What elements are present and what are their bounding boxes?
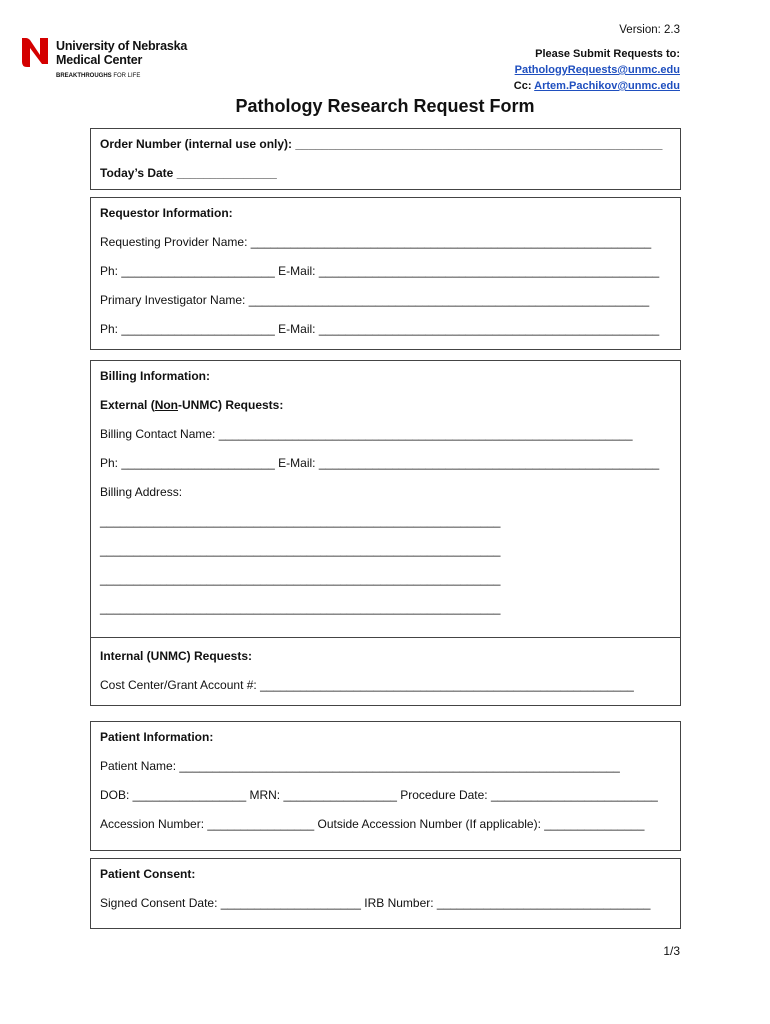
consent-heading: Patient Consent: (100, 867, 196, 881)
external-requests-heading: External (Non-UNMC) Requests: (100, 398, 284, 412)
billing-phone-email-field[interactable]: Ph: _______________________ E-Mail: ___________________________________________________ (100, 456, 660, 470)
billing-address-line[interactable]: ____________________________________________________________ (100, 601, 501, 615)
todays-date-field[interactable]: Today’s Date _______________ (100, 166, 277, 180)
internal-requests-heading: Internal (UNMC) Requests: (100, 649, 253, 663)
cost-center-field[interactable]: Cost Center/Grant Account #: ________________________________________________________ (100, 678, 634, 692)
accession-number-field[interactable]: Accession Number: ________________ Outside Accession Number (If applicable): _______________ (100, 817, 645, 831)
requesting-provider-field[interactable]: Requesting Provider Name: ____________________________________________________________ (100, 235, 652, 249)
billing-contact-field[interactable]: Billing Contact Name: ______________________________________________________________ (100, 427, 633, 441)
order-number-field[interactable]: Order Number (internal use only): _______________________________________________________ (100, 137, 663, 151)
provider-phone-email-field[interactable]: Ph: _______________________ E-Mail: ___________________________________________________ (100, 264, 660, 278)
submit-email-link[interactable]: PathologyRequests@unmc.edu (514, 64, 680, 76)
org-name-line2: Medical Center (56, 53, 143, 67)
submit-label: Please Submit Requests to: (535, 48, 680, 60)
primary-investigator-field[interactable]: Primary Investigator Name: ____________________________________________________________ (100, 293, 650, 307)
form-title: Pathology Research Request Form (235, 96, 535, 116)
cc-email-link[interactable]: Artem.Pachikov@unmc.edu (534, 80, 680, 92)
page-number: 1/3 (663, 944, 680, 958)
unmc-logo-icon (18, 36, 52, 70)
patient-name-field[interactable]: Patient Name: __________________________________________________________________ (100, 759, 620, 773)
billing-address-label: Billing Address: (100, 485, 183, 499)
patient-heading: Patient Information: (100, 730, 214, 744)
pi-phone-email-field[interactable]: Ph: _______________________ E-Mail: ___________________________________________________ (100, 322, 660, 336)
requestor-heading: Requestor Information: (100, 206, 233, 220)
dob-mrn-procedure-field[interactable]: DOB: _________________ MRN: _________________ Procedure Date: _________________________ (100, 788, 658, 802)
billing-heading: Billing Information: (100, 369, 210, 383)
cc-line: Cc: Artem.Pachikov@unmc.edu (513, 80, 680, 92)
version-label: Version: 2.3 (619, 24, 680, 36)
billing-internal-section (90, 637, 681, 706)
billing-address-line[interactable]: ____________________________________________________________ (100, 543, 501, 557)
consent-irb-field[interactable]: Signed Consent Date: _____________________ IRB Number: ________________________________ (100, 896, 651, 910)
org-name-line1: University of Nebraska (56, 39, 188, 53)
billing-address-line[interactable]: ____________________________________________________________ (100, 514, 501, 528)
billing-address-line[interactable]: ____________________________________________________________ (100, 572, 501, 586)
org-tagline: BREAKTHROUGHS FOR LIFE (56, 73, 141, 79)
